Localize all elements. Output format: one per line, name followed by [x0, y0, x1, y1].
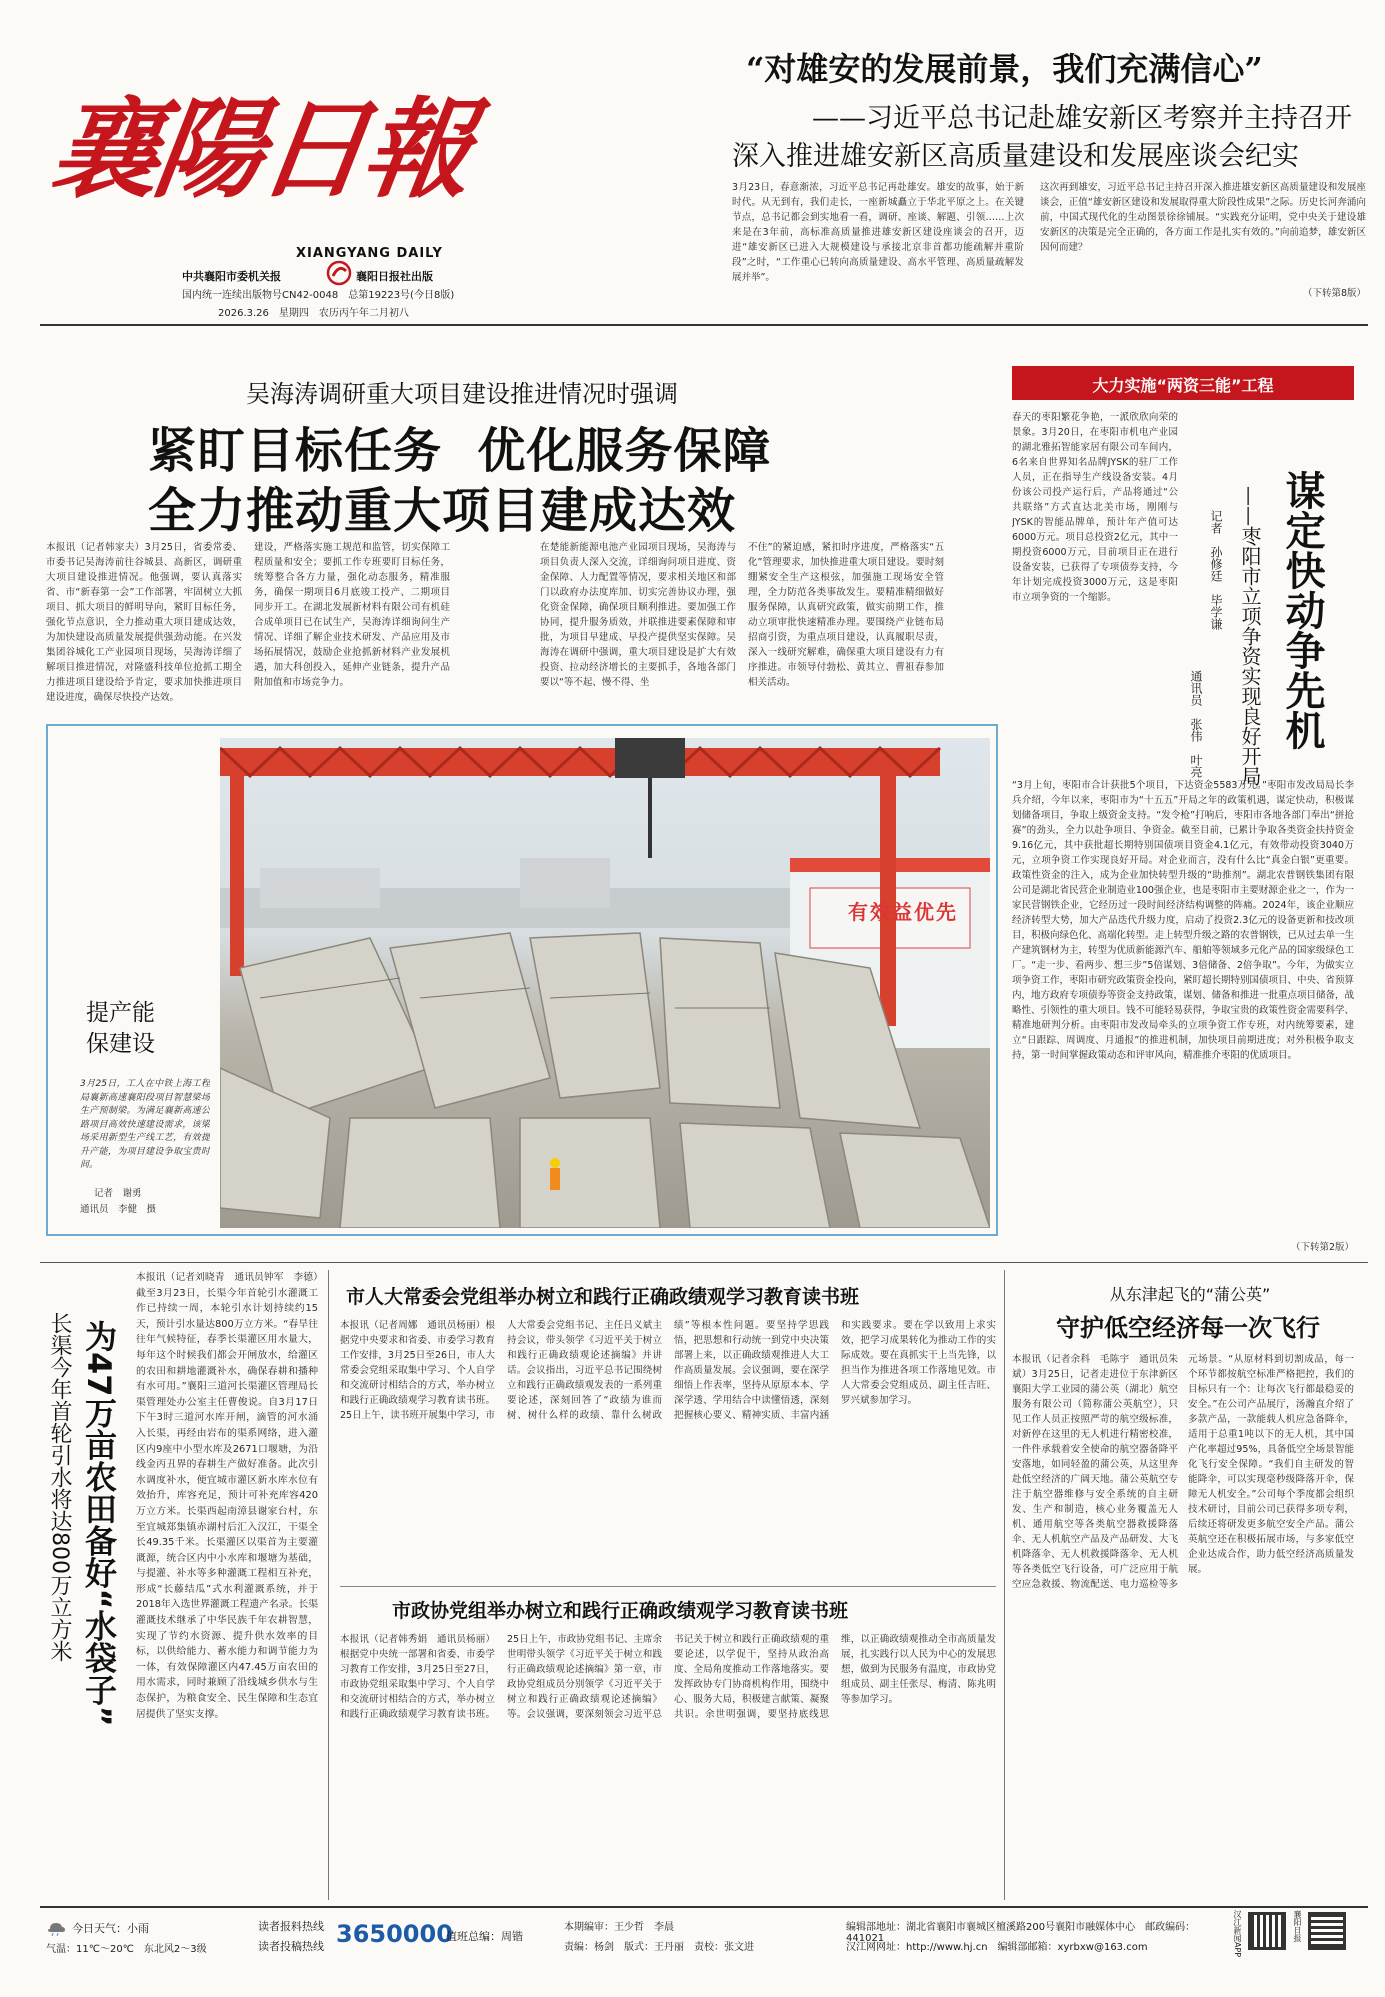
main-story-headline-1: 紧盯目标任务 优化服务保障	[148, 423, 772, 479]
mid-story-2-body: 本报讯（记者韩秀娟 通讯员杨丽）根据党中央统一部署和省委、市委学习教育工作安排，3月25日至27日，市政协党组采取集中学习、个人自学和交流研讨相结合的方式，举办树立和践行正确政绩观学习教育读书班。25日上午，市政协党组书记、主席余世明带头领学《习近平关于树立和践行正确政绩观论述摘编》第一章，市政协党组成员分别领学《习近平关于树立和践行正确政绩观论述摘编》等。会议强调，要深刻领会习近平总书记关于树立和践行正确政绩观的重要论述，以学促干，坚持从政治高度、全局角度推动工作落地落实。要发挥政协专门协商机构作用，围绕中心、服务大局，积极建言献策、凝聚共识。余世明强调，要坚持底线思维，以正确政绩观推动全市高质量发展，扎实践行以人民为中心的发展思想，做到为民服务有温度，市政协党组成员、副主任张尽、梅清、陈兆明等参加学习。	[340, 1634, 996, 1720]
right-body-a: 春天的枣阳繁花争艳，一派欣欣向荣的景象。3月20日，在枣阳市机电产业园的湖北雅拓智能家居有限公司车间内，6名来自世界知名品牌JYSK的驻厂工作人员，正在指导生产线设备安装。4月份该公司投产运行后，产品将通过“公共联络”方式直达北美市场，刚刚与JYSK的智能品牌单，预计年产值可达6000万元。项目总投资2亿元，其中一期投资6000万元，目前项目正在进行设备安装，已获得了专项债券支持，今年计划完成投资3000万元，这是枣阳市立项争资的一个缩影。	[1012, 412, 1178, 603]
right-continued: （下转第2版）	[1290, 1242, 1354, 1253]
footer-address-2: 汉江网网址：http://www.hj.cn 编辑部邮箱：xyrbxw@163.com	[846, 1942, 1148, 1953]
top-story-title: “对雄安的发展前景，我们充满信心”	[746, 50, 1263, 88]
right-bottom-headline: 守护低空经济每一次飞行	[1056, 1313, 1320, 1342]
right-headline: 谋定快动争先机	[1279, 470, 1326, 750]
right-body-b: “3月上旬，枣阳市合计获批5个项目，下达资金5583万元。”枣阳市发改局局长李兵介绍，今年以来，枣阳市为“十五五”开局之年的政策机遇，谋定快动，积极谋划储备项目，争取上级资金支持。“发令枪”打响后，枣阳市各地各部门奉出“拼抢赛”的劲头，全力以赴争项目、争资金。截至目前，已累计争取各类资金扶持资金9.16亿元，其中获批超长期特别国债项目资金4.1亿元，有效带动投资3040万元，立项争资工作实现良好开局。对企业而言，没有什么比“真金白银”更重要。政策性资金的注入，成为企业加快转型升级的“助推剂”。湖北农普钢铁集团有限公司是湖北省民营企业制造业100强企业，也是枣阳市主要财源企业之一，作为一家民营钢铁企业，它经历过一段时间经济结构调整的阵痛。2024年，该企业顺应经济转型大势，加大产品迭代升级力度，启动了投资2.3亿元的设备更新和技改项目，积极向绿色化、高端化转型。走上转型升级之路的农普钢铁，已从过去单一生产建筑钢材为主，转型为优质新能源汽车、船舶等领域多元化产品的国家级绿色工厂。“走一步、看两步、想三步”5倍谋划、3倍储备、2倍争取”。今年，为做实立项争资工作，枣阳市研究政策资金投向，紧盯超长期特别国债项目、中央、省预算内，地方政府专项债券等资金支持政策，谋划、储备和推进一批重点项目储备，战略性、引领性的重大项目。钱不可能轻易获得，争取宝贵的政策性资金需要科学、精准地研判分析。由枣阳市发改局牵头的立项争资工作专班，对内统筹要素，建立“日跟踪、周调度、月通报”的推进机制，加快项目前期进度；对外积极争取支持，第一时间掌握政策动态和评审风向，精准推介枣阳的优质项目。	[1012, 780, 1354, 1061]
photo-credit-2: 通讯员 李健 摄	[80, 1204, 157, 1215]
masthead-publisher: 襄阳日报社出版	[356, 270, 433, 283]
right-byline-2: 通讯员 张伟 叶亮	[1189, 670, 1203, 778]
top-story-subtitle-1: ——习近平总书记赴雄安新区考察并主持召开	[812, 103, 1352, 134]
weather-title: 今日天气：小雨	[72, 1922, 149, 1935]
qr-code-2[interactable]	[1308, 1912, 1346, 1950]
masthead-serial: 国内统一连续出版物号CN42-0048 总第19223号(今日8版)	[182, 290, 455, 301]
qr-label-2: 襄阳日报	[1293, 1910, 1302, 1942]
right-subhead: ——枣阳市立项争资实现良好开局	[1238, 486, 1262, 786]
right-byline-1: 记者 孙修廷 毕学谦	[1209, 510, 1223, 630]
hotline-label-2: 读者投稿热线	[258, 1940, 324, 1953]
mid-story-2-headline: 市政协党组举办树立和践行正确政绩观学习教育读书班	[392, 1600, 849, 1622]
vertical-story-headline-2: 长渠今年首轮引水将达800万立方米	[47, 1312, 72, 1662]
newspaper-logo-icon	[326, 260, 352, 286]
main-story-headline-2: 全力推动重大项目建成达效	[148, 483, 737, 539]
weather-icon	[46, 1918, 66, 1936]
gantry-crane-icon	[220, 738, 990, 1228]
right-bottom-body: 本报讯（记者余科 毛陈宇 通讯员朱斌）3月25日，记者走进位于东津新区襄阳大学工业园的蒲公英（湖北）航空服务有限公司（简称蒲公英航空），只见工作人员正按照严苛的航空级标准，对新停在这里的无人机进行精密校准，一件件承载着安全使命的航空器备降平安落地，如同轻盈的蒲公英，从这里奔赴低空经济的广阔天地。蒲公英航空专注于航空器维修与安全系统的自主研发、生产和制造，核心业务覆盖无人机、通用航空等各类航空器救援降落伞、无人机航空产品及产品研发、大飞机降落伞、无人机救援降落伞、无人机等各类低空飞行设备，可广泛应用于航空应急救援、物流配送、电力巡检等多元场景。“从原材料到切割成品，每一个环节都按航空标准严格把控，我们的目标只有一个：让每次飞行都最稳妥的安全。”在公司产品展厅，汤瀚直介绍了多款产品，一款能载人机应急备降伞，适用于总重1吨以下的无人机，其中国产化率超过95%，具备低空全场景智能化飞行安全保障。“我们自主研发的智能降伞，可以实现毫秒级降落开伞，保障无人机安全。”公司每个季度都会组织技术研讨，目前公司已获得多项专利，后续还将研发更多航空安全产品。蒲公英航空还在积极拓展市场，与多家低空企业达成合作，助力低空经济高质量发展。	[1012, 1354, 1354, 1590]
photo-title: 提产能 保建设	[86, 1000, 155, 1057]
vertical-story-headline-1: 为47万亩农田备好“水袋子”	[80, 1320, 118, 1727]
mid-story-1-body: 本报讯（记者周娜 通讯员杨丽）根据党中央要求和省委、市委学习教育工作安排，3月25日至26日，市人大常委会党组采取集中学习、个人自学和交流研讨相结合的方式，举办树立和践行正确政绩观学习教育读书班。25日上午，读书班开展集中学习，市人大常委会党组书记、主任吕义斌主持会议，带头领学《习近平关于树立和践行正确政绩观论述摘编》并讲话。会议指出，习近平总书记围绕树立和践行正确政绩观发表的一系列重要论述，深刻回答了“政绩为谁而树、树什么样的政绩、靠什么树政绩”等根本性问题。要坚持学思践悟，把思想和行动统一到党中央决策部署上来，以正确政绩观推进人大工作高质量发展。会议强调，要在深学细悟上作表率，坚持从原原本本、学深学透、学用结合中读懂悟透，深刻把握核心要义、精神实质、丰富内涵和实践要求。要在学以致用上求实效，把学习成果转化为推动工作的实际成效。要在真抓实干上当先锋，以担当作为推进各项工作落地见效。市人大常委会党组成员、副主任吉旺、罗兴斌参加学习。	[340, 1320, 996, 1421]
top-story-subtitle-2: 深入推进雄安新区高质量建设和发展座谈会纪实	[732, 141, 1299, 172]
main-story-col-4: 不住”的紧迫感，紧扣时序进度，严格落实“五化”管理要求，加快推进重大项目建设。要时刻绷紧安全生产这根弦，加强施工现场安全管理，全力防范各类事故发生。要精准精细做好服务保障，认真研究政策，做实前期工作，推动立项审批快速精准办理。要围绕产业链布局招商引资，为重点项目建设，认真履职尽责，深入一线研究解难，确保重大项目建设有力有序推进。市领导付勃松、黄其立、曹祖春参加相关活动。	[748, 542, 944, 688]
photo-caption: 3月25日，工人在中铁上海工程局襄新高速襄阳段项目智慧梁场生产预制梁。为满足襄新高速公路项目高效快速建设需求，该梁场采用新型生产线工艺，有效提升产能，为项目建设争取宝贵时间。	[80, 1079, 210, 1170]
photo-credit-1: 记者 谢勇	[94, 1188, 142, 1199]
footer-address-1: 编辑部地址：湖北省襄阳市襄城区檀溪路200号襄阳市融媒体中心 邮政编码：441021	[846, 1922, 1196, 1944]
top-story-col-1: 3月23日，春意渐浓，习近平总书记再赴雄安。雄安的故事，始于新时代。从无到有，我们走长，一座新城矗立于华北平原之上。在关键节点，总书记都会到实地看一看，调研、座谈、解题、引领……上次来是在3年前，高标准高质量推进雄安新区建设座谈会的召开，迈进“雄安新区已进入大规模建设与承接北京非首都功能疏解并重阶段”之时，“工作重心已转向高质量建设、高水平管理、高质量疏解发展并举”。	[732, 182, 1024, 283]
photo-banner-text: 有效益优先	[848, 900, 958, 924]
mid-story-1-headline: 市人大常委会党组举办树立和践行正确政绩观学习教育读书班	[346, 1286, 860, 1308]
qr-code-1[interactable]	[1248, 1912, 1286, 1950]
masthead-title: 襄陽日報	[43, 87, 477, 213]
masthead-english: XIANGYANG DAILY	[296, 246, 443, 261]
top-story-continued: （下转第8版）	[1302, 288, 1366, 299]
masthead-sponsor: 中共襄阳市委机关报	[182, 270, 281, 283]
main-story-col-3: 在楚能新能源电池产业园项目现场，吴海涛与项目负责人深入交流，详细询问项目进度、资金保障、人力配置等情况，要求相关地区和部门以政府办法度库加、切实完善协议办理，强化资金保障，确保项目顺利推进。要加强工作协同，提升服务质效，并联推进要素保障和审批，为项目早建成、早投产提供坚实保障。吴海涛在调研中强调，重大项目建设是扩大有效投资、拉动经济增长的主要抓手，各地各部门要以“等不起、慢不得、坐	[540, 542, 736, 688]
hotline-number: 3650000	[336, 1920, 453, 1948]
hotline-label-1: 读者报料热线	[258, 1920, 324, 1933]
photo-image	[220, 738, 990, 1228]
top-story-col-2: 这次再到雄安，习近平总书记主持召开深入推进雄安新区高质量建设和发展座谈会，正值“雄安新区建设和发展取得重大阶段性成果”之际。历史长河奔涌向前，中国式现代化的生动图景徐徐铺展。“实践充分证明，党中央关于建设雄安新区的决策是完全正确的，各方面工作是扎实有效的。”向前追梦，雄安新区因何而建？	[1040, 182, 1366, 253]
masthead-date: 2026.3.26 星期四 农历丙午年二月初八	[218, 308, 409, 319]
weather-detail: 气温：11℃～20℃ 东北风2～3级	[46, 1944, 207, 1955]
qr-label-1: 汉江新闻APP	[1233, 1910, 1242, 1958]
right-banner-text: 大力实施“两资三能”工程	[1092, 376, 1274, 395]
main-story-col-2: 建设，严格落实施工规范和监管，切实保障工程质量和安全；要抓工作专班要盯目标任务，统筹整合各方力量，强化动态服务，精准服务，确保一期项目6月底竣工投产、二期项目同步开工。在湖北发展新材料有限公司有机硅合成单项目已在试生产，吴海涛详细询问生产情况、详细了解企业技术研发、产品应用及市场拓展情况，鼓励企业抢抓新材料产业发展机遇，加大科创投入，延伸产业链条，提升产品附加值和市场竞争力。	[254, 542, 450, 688]
footer-editors-2: 责编：杨剑 版式：王丹丽 责校：张文进	[564, 1942, 754, 1953]
main-story-kicker: 吴海涛调研重大项目建设推进情况时强调	[246, 380, 678, 408]
main-story-col-1: 本报讯（记者韩家夫）3月25日，省委常委、市委书记吴海涛前往谷城县、高新区，调研重大项目建设推进情况。他强调，要认真落实省、市“新春第一会”工作部署，牢固树立大抓项目、抓大项目的鲜明导向，紧盯目标任务，强化节点意识，全力推动重大项目建成达效，为加快建设高质量发展提供强劲动能。在兴发集团谷城化工产业园项目现场，吴海涛详细了解项目推进情况，对隆盛科技单位抢抓工期全力推进项目建设给予肯定，要求加快推进项目建设进度，确保尽快投产达效。	[46, 542, 242, 703]
vertical-story-body: 本报讯（记者刘晓青 通讯员钟军 李德）截至3月23日，长渠今年首轮引水灌溉工作已持续一周，本轮引水计划持续约15天，预计引水量达800万立方米。“春旱往往年气候特征，春季长渠灌区用水量大，每年这个时候我们都会开闸放水，给灌区的农田和耕地灌溉补水，确保春耕和播种有水可用。”襄阳三道河长渠灌区管理局长渠管理处办公室主任曹俊说。自3月17日下午3时三道河水库开闸，滴管的河水涌入长渠，再经由岩布的渠系网络，进入灌区内9座中小型水库及2671口堰塘，为沿线金丙丑界的春耕生产做好准备。此次引水调度补水，便宜城市灌区新水库水位有效抬升，库容充足，预计可补充库容420万立方米。长渠西起南漳县谢家台村，东至宜城郑集镇赤湖村后汇入汉江，干渠全长49.35千米。长渠灌区以渠首为主要灌溉源，统合区内中小水库和堰塘为基础，与提灌、补水等多种灌溉工程相互补充，形成“长藤结瓜”式水利灌溉系统，并于2018年入选世界灌溉工程遗产名录。长渠灌溉技术继承了中华民族千年农耕智慧，实现了节约水资源、提升供水效率的目标，以供给能力、蓄水能力和调节能力为一体，有效保障灌区内47.45万亩农田的用水需求，同时兼顾了沿线城乡供水与生态保护，为粮食安全、民生保障和生态宜居提供了坚实支撑。	[136, 1272, 318, 1720]
right-bottom-kicker: 从东津起飞的“蒲公英”	[1109, 1285, 1271, 1304]
duty-editor: 值班总编：周锴	[446, 1930, 523, 1943]
footer-editors-1: 本期编审：王少哲 李晨	[564, 1922, 674, 1933]
